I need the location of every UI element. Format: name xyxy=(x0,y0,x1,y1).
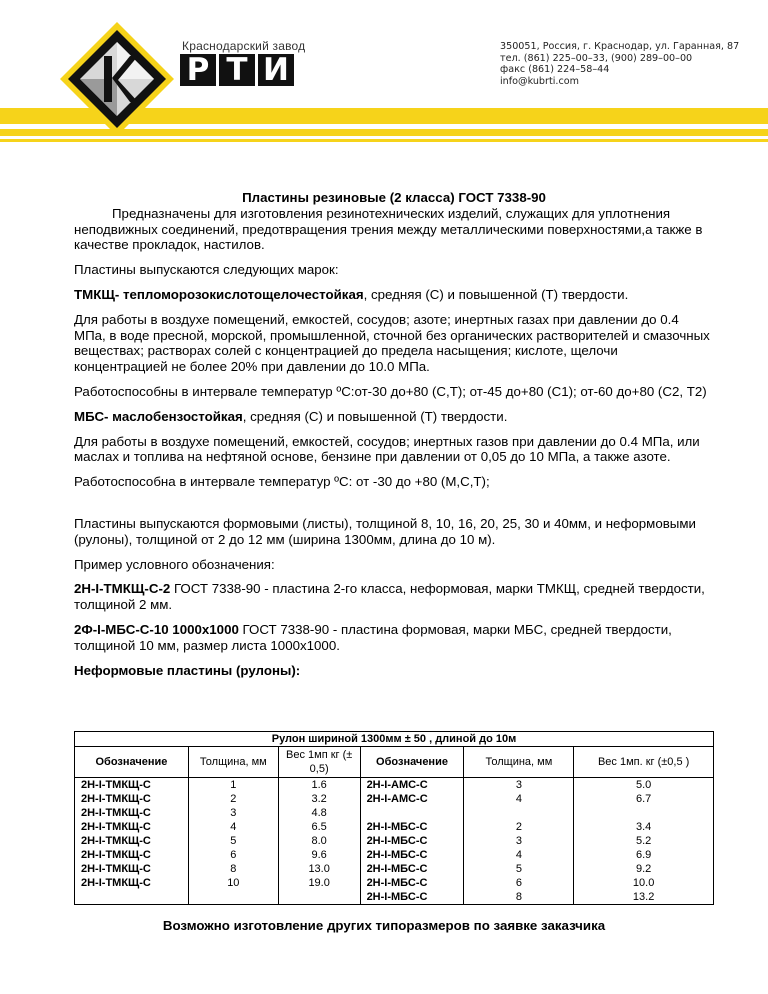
tmksh-usage: Для работы в воздухе помещений, емкостей, сосудов; азоте; инертных газах при давлении до 0.4 МПа, в воде пресной, морской, промышленной, сточной без органических растворителей и смазочных веществах; растворах солей с концентрацией до предела насыщения; кислоте, щелочи концентрацией не более 20% при давлении до 10.0 МПа. xyxy=(74,311,710,375)
table-row xyxy=(75,834,714,848)
column-header: Обозначение xyxy=(75,747,189,778)
table-row xyxy=(75,862,714,876)
email-link[interactable]: info@kubrti.com xyxy=(500,75,579,87)
example-1-code: 2Н-I-ТМКЩ-С-2 xyxy=(74,581,171,597)
column-header: Толщина, мм xyxy=(464,747,574,778)
grade-tmksh xyxy=(74,287,714,303)
table-cell: 6.5 xyxy=(278,820,360,834)
rti-logo-icon xyxy=(58,20,176,138)
contact-block xyxy=(500,41,739,87)
rolls-heading-text: Неформовые пластины (рулоны): xyxy=(74,662,301,678)
example-heading: Пример условного обозначения: xyxy=(74,556,275,572)
table-cell: 2Н-I-АМС-С xyxy=(360,792,464,806)
table-cell: 8.0 xyxy=(278,834,360,848)
column-header: Вес 1мп кг (± 0,5) xyxy=(278,747,360,778)
table-cell: 2Н-I-ТМКЩ-С xyxy=(75,834,189,848)
table-cell: 2Н-I-ТМКЩ-С xyxy=(75,876,189,890)
table-cell: 6.7 xyxy=(574,792,714,806)
table-cell: 4 xyxy=(464,792,574,806)
table-cell: 2Н-I-ТМКЩ-С xyxy=(75,848,189,862)
table-cell: 13.0 xyxy=(278,862,360,876)
table-cell: 2 xyxy=(464,820,574,834)
table-caption-row xyxy=(75,732,714,747)
rolls-table-wrapper xyxy=(74,731,714,905)
table-cell: 2Н-I-МБС-С xyxy=(360,820,464,834)
table-row xyxy=(75,778,714,793)
brand-letter: Т xyxy=(219,54,255,86)
table-cell: 13.2 xyxy=(574,890,714,905)
document-title: Пластины резиновые (2 класса) ГОСТ 7338-90 xyxy=(242,190,546,205)
example-2 xyxy=(74,622,714,654)
tmksh-temperature: Работоспособны в интервале температур ºС:от-30 до+80 (С,Т); от-45 до+80 (С1); от-60 до+80 (С2, Т2) xyxy=(74,383,707,399)
example-1-desc: ГОСТ 7338-90 - пластина 2-го класса, неформовая, марки ТМКЩ, средней твердости, толщиной 2 мм. xyxy=(74,581,705,613)
table-cell: 3 xyxy=(464,834,574,848)
table-cell: 10.0 xyxy=(574,876,714,890)
rolls-table xyxy=(74,731,714,905)
table-cell: 5 xyxy=(188,834,278,848)
table-cell: 6 xyxy=(464,876,574,890)
table-cell: 2Н-I-ТМКЩ-С xyxy=(75,862,189,876)
spacer xyxy=(74,499,714,516)
table-row xyxy=(75,890,714,905)
table-cell: 2Н-I-МБС-С xyxy=(360,862,464,876)
intro-paragraph: Предназначены для изготовления резинотехнических изделий, служащих для уплотнения неподвижных соединений, предотвращения трения между металлическими поверхностями,а также в качестве прокладок, настилов. xyxy=(74,205,703,253)
table-cell: 2Н-I-МБС-С xyxy=(360,848,464,862)
grades-intro: Пластины выпускаются следующих марок: xyxy=(74,262,339,278)
example-2-desc: ГОСТ 7338-90 - пластина формовая, марки МБС, средней твердости, толщиной 10 мм, размер листа 1000х1000. xyxy=(74,621,672,653)
table-cell: 2Н-I-ТМКЩ-С xyxy=(75,778,189,793)
letterhead xyxy=(0,0,768,165)
table-cell xyxy=(188,890,278,905)
grade-mbs xyxy=(74,409,714,425)
table-cell: 4.8 xyxy=(278,806,360,820)
brand-wordmark xyxy=(180,54,294,86)
table-cell: 9.2 xyxy=(574,862,714,876)
table-cell xyxy=(75,890,189,905)
table-cell xyxy=(360,806,464,820)
table-cell: 2Н-I-МБС-С xyxy=(360,876,464,890)
table-cell: 10 xyxy=(188,876,278,890)
table-cell: 5.0 xyxy=(574,778,714,793)
table-cell: 19.0 xyxy=(278,876,360,890)
grade-tmksh-name: ТМКЩ- тепломорозокислотощелочестойкая xyxy=(74,286,364,302)
table-row xyxy=(75,848,714,862)
table-cell: 5.2 xyxy=(574,834,714,848)
address-line: 350051, Россия, г. Краснодар, ул. Гаранная, 87 xyxy=(500,41,740,52)
table-cell: 2 xyxy=(188,792,278,806)
formats-paragraph: Пластины выпускаются формовыми (листы), толщиной 8, 10, 16, 20, 25, 30 и 40мм, и неформовыми (рулоны), толщиной от 2 до 12 мм (ширина 1300мм, длина до 10 м). xyxy=(74,515,696,547)
table-header-row xyxy=(75,747,714,778)
brand-subtitle: Краснодарский завод xyxy=(182,39,306,53)
table-cell: 1.6 xyxy=(278,778,360,793)
table-cell: 8 xyxy=(464,890,574,905)
mbs-usage: Для работы в воздухе помещений, емкостей, сосудов; инертных газов при давлении до 0.4 МПа, или маслах и топлива на нефтяной основе, бензине при давлении от 0,05 до 10 МПа, а также азоте. xyxy=(74,433,700,465)
table-cell: 2Н-I-АМС-С xyxy=(360,778,464,793)
table-cell: 8 xyxy=(188,862,278,876)
brand-letter: Р xyxy=(180,54,216,86)
table-cell: 2Н-I-ТМКЩ-С xyxy=(75,792,189,806)
rolls-heading xyxy=(74,663,714,679)
table-cell: 3 xyxy=(188,806,278,820)
example-1 xyxy=(74,581,714,613)
phone-line: тел. (861) 225–00–33, (900) 289–00–00 xyxy=(500,52,693,64)
table-cell: 9.6 xyxy=(278,848,360,862)
grade-mbs-desc: , средняя (С) и повышенной (Т) твердости. xyxy=(242,408,508,424)
column-header: Толщина, мм xyxy=(188,747,278,778)
table-row xyxy=(75,820,714,834)
table-cell: 5 xyxy=(464,862,574,876)
table-cell xyxy=(278,890,360,905)
table-cell: 2Н-I-ТМКЩ-С xyxy=(75,820,189,834)
table-cell: 4 xyxy=(464,848,574,862)
document-body xyxy=(74,190,714,687)
column-header: Вес 1мп. кг (±0,5 ) xyxy=(574,747,714,778)
fax-line: факс (861) 224–58–44 xyxy=(500,64,610,76)
table-cell: 2Н-I-ТМКЩ-С xyxy=(75,806,189,820)
table-cell: 3.2 xyxy=(278,792,360,806)
table-cell: 2Н-I-МБС-С xyxy=(360,890,464,905)
table-cell: 6.9 xyxy=(574,848,714,862)
mbs-temperature: Работоспособна в интервале температур ºС: от -30 до +80 (М,С,Т); xyxy=(74,474,490,490)
grade-tmksh-desc: , средняя (С) и повышенной (Т) твердости. xyxy=(363,286,629,302)
table-cell xyxy=(464,806,574,820)
table-body xyxy=(75,778,714,905)
footer-note: Возможно изготовление других типоразмеров по заявке заказчика xyxy=(162,918,606,933)
table-row xyxy=(75,792,714,806)
table-cell: 3.4 xyxy=(574,820,714,834)
column-header: Обозначение xyxy=(360,747,464,778)
table-cell xyxy=(574,806,714,820)
table-cell: 2Н-I-МБС-С xyxy=(360,834,464,848)
table-caption: Рулон шириной 1300мм ± 50 , длиной до 10м xyxy=(75,732,714,747)
grade-mbs-name: МБС- маслобензостойкая xyxy=(74,408,243,424)
brand-letter: И xyxy=(258,54,294,86)
table-row xyxy=(75,806,714,820)
table-cell: 4 xyxy=(188,820,278,834)
table-cell: 6 xyxy=(188,848,278,862)
table-row xyxy=(75,876,714,890)
table-cell: 1 xyxy=(188,778,278,793)
example-2-code: 2Ф-I-МБС-С-10 1000х1000 xyxy=(74,621,239,637)
table-cell: 3 xyxy=(464,778,574,793)
